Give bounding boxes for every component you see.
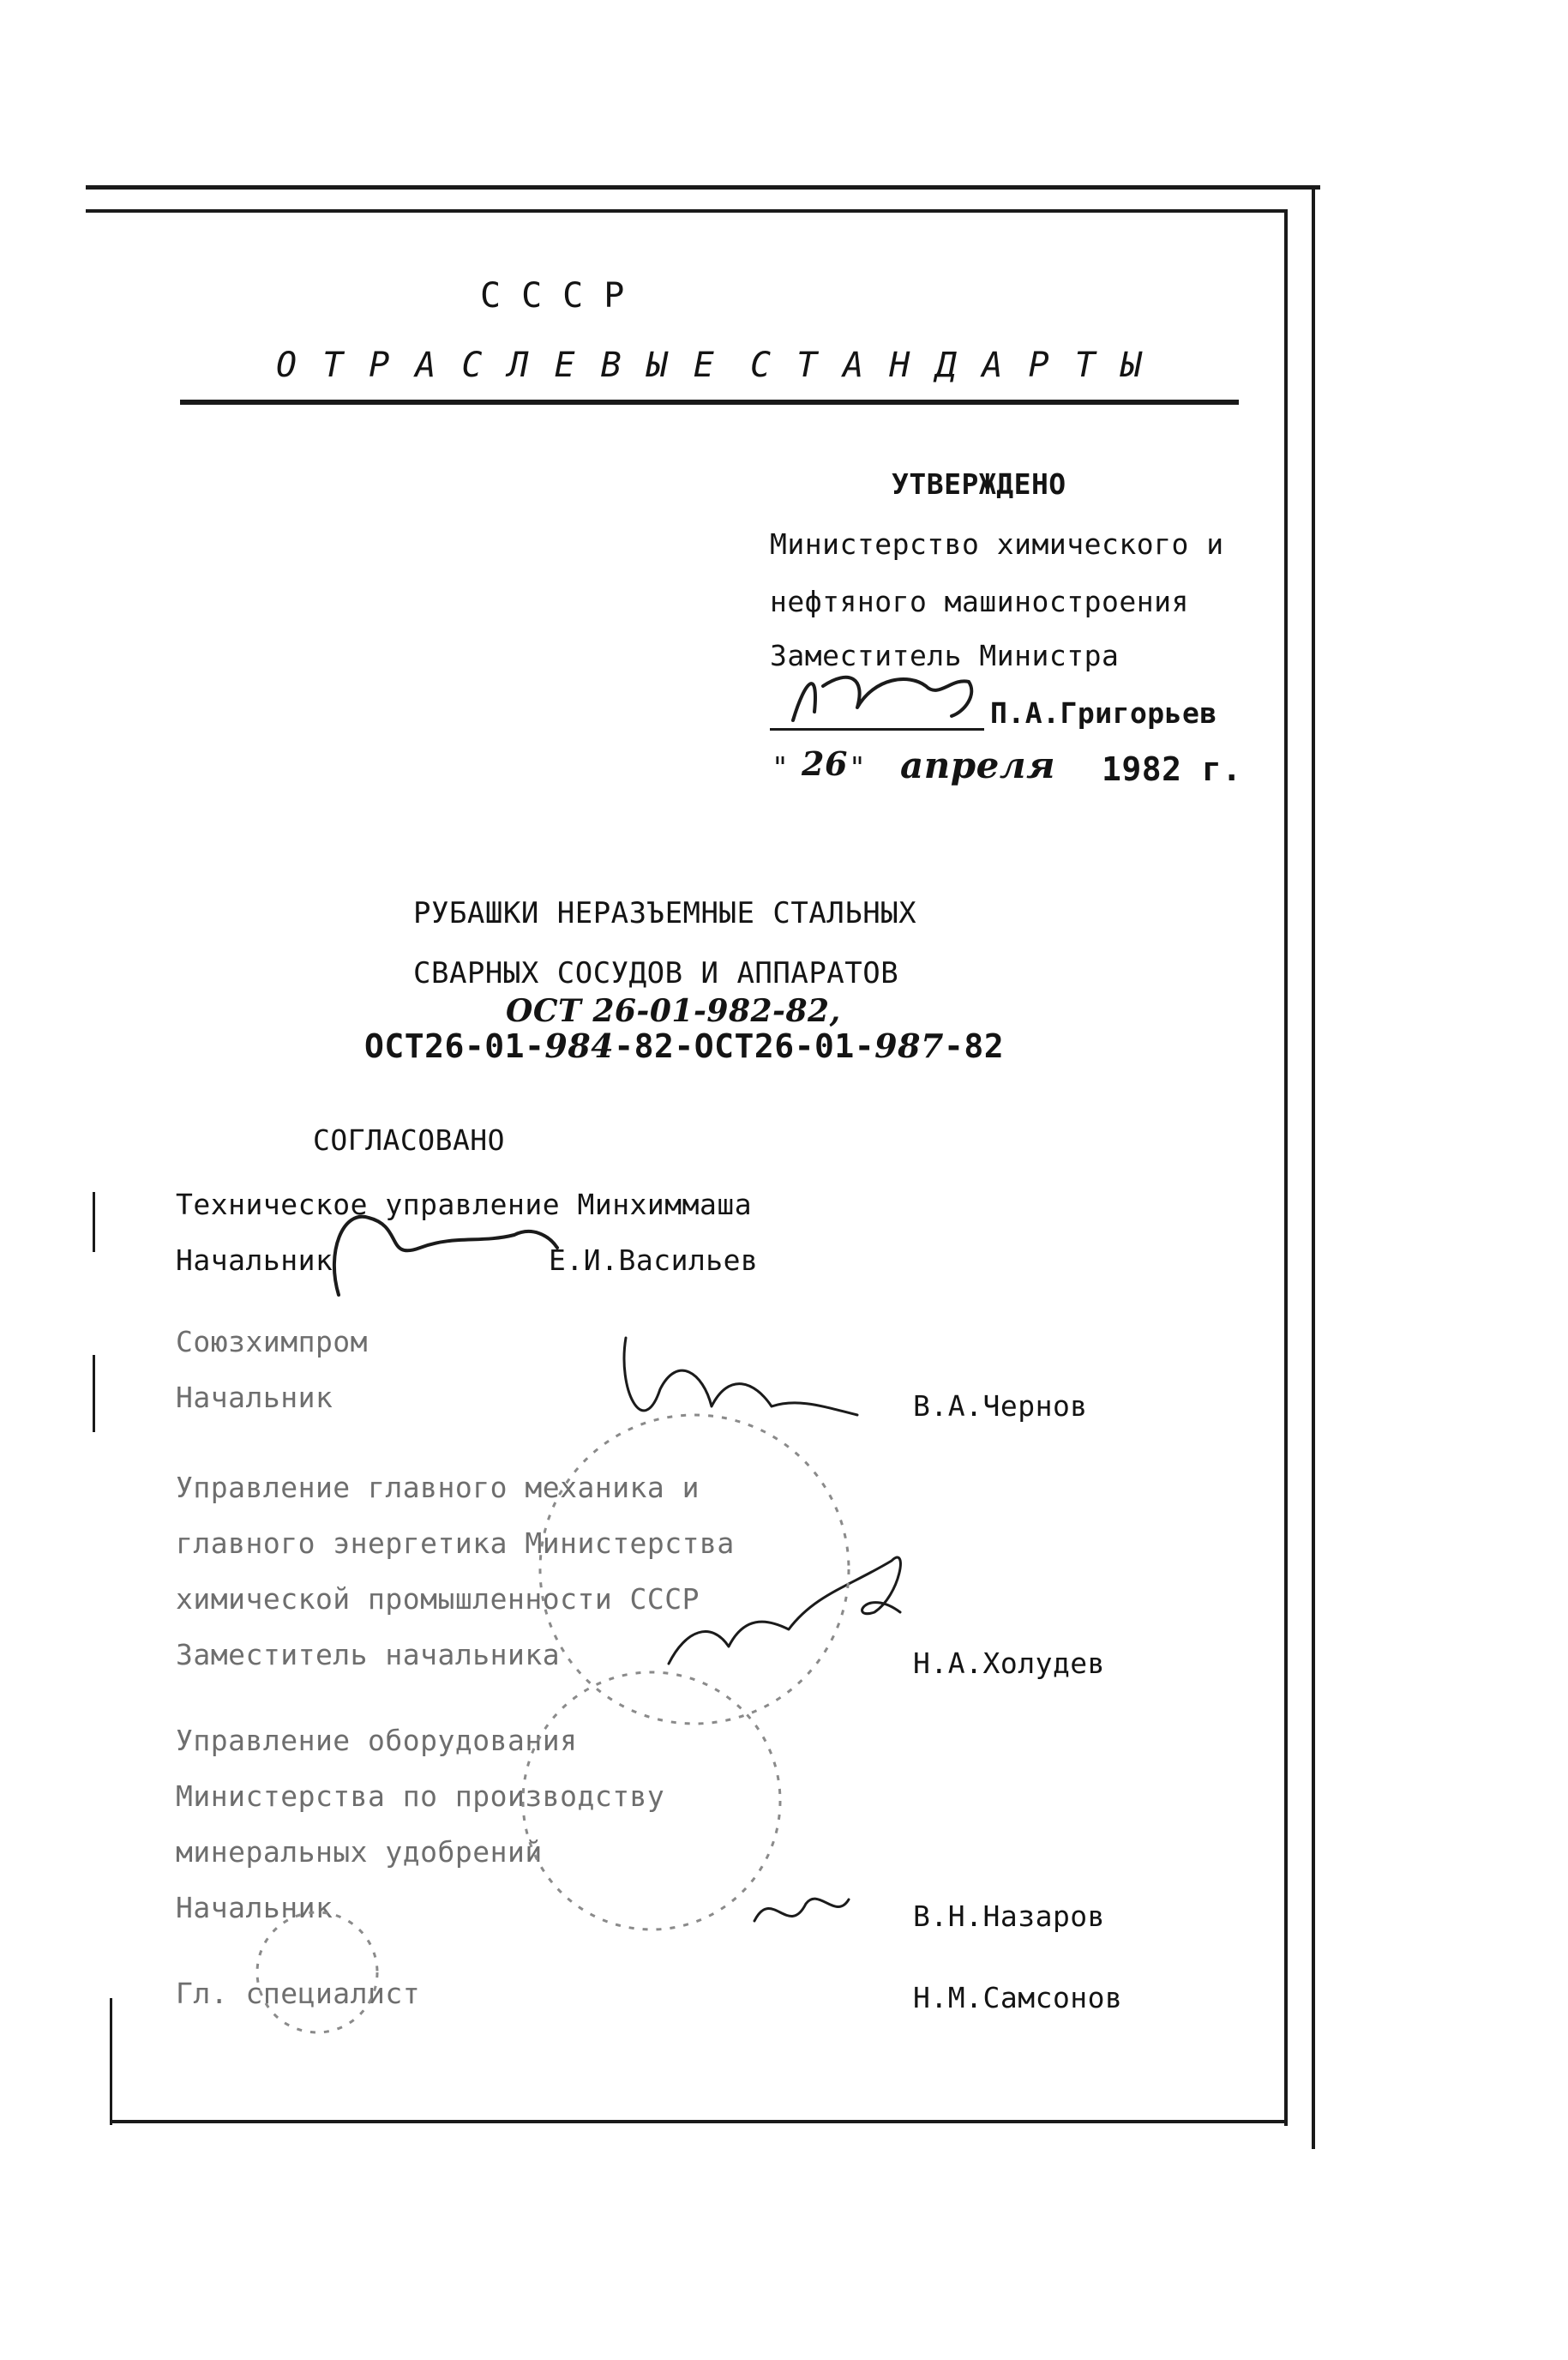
agreed-block1-name: Е.И.Васильев: [549, 1243, 759, 1277]
agreed-block2-line2: Начальник: [176, 1381, 333, 1414]
frame-left-mark-2: [93, 1355, 95, 1432]
approval-date-month: апреля: [900, 744, 1056, 786]
doc-title-handwritten-number: ОСТ 26-01-982-82,: [506, 993, 841, 1029]
doc-title-line1: РУБАШКИ НЕРАЗЪЕМНЫЕ СТАЛЬНЫХ: [413, 896, 917, 930]
round-stamp-1: [540, 1415, 849, 1724]
frame-right-outer-line: [1312, 185, 1315, 2149]
approval-name: П.А.Григорьев: [990, 696, 1217, 730]
doc-title-line3: [364, 1026, 1004, 1065]
agreed-block4-line2: Министерства по производству: [176, 1779, 665, 1813]
doc-title-line3-part3: -82: [943, 1027, 1005, 1065]
agreed-block4-line1: Управление оборудования: [176, 1724, 578, 1757]
agreed-block3-line2: главного энергетика Министерства: [176, 1526, 735, 1560]
doc-title-line3-part2: -82-ОСТ26-01-: [614, 1027, 875, 1065]
doc-title-line3-hw2: 987: [874, 1026, 944, 1065]
agreed-block3-line3: химической промышленности СССР: [176, 1582, 700, 1616]
approval-date-quote-close: ": [849, 750, 867, 784]
block1-signature: [334, 1217, 557, 1295]
frame-right-line: [1284, 209, 1288, 2126]
block4-signature: [754, 1899, 849, 1921]
agreed-block4-line3: минеральных удобрений: [176, 1835, 543, 1869]
round-stamp-3: [257, 1912, 377, 2032]
doc-title-line3-hw1: 984: [544, 1026, 615, 1065]
doc-title-line3-part1: ОСТ26-01-: [364, 1027, 545, 1065]
standards-header-left: ОТРАСЛЕВЫЕ: [276, 346, 740, 385]
agreed-block1-line1: Техническое управление Минхиммаша: [176, 1188, 753, 1221]
agreed-block4-line5: Гл. специалист: [176, 1977, 421, 2010]
frame-bottom-line: [111, 2120, 1288, 2123]
agreed-heading: СОГЛАСОВАНО: [313, 1123, 506, 1157]
approval-date-day: 26: [802, 744, 848, 783]
frame-left-line: [110, 1998, 112, 2125]
approval-signature: [793, 677, 971, 720]
country-header: СССР: [480, 276, 646, 316]
approval-date-quote-open: ": [772, 750, 790, 784]
block2-signature: [624, 1338, 857, 1415]
block3-signature: [669, 1557, 900, 1664]
approval-ministry-line2: нефтяного машиностроения: [770, 585, 1189, 618]
frame-left-mark-1: [93, 1192, 95, 1252]
agreed-block2-line1: Союзхимпром: [176, 1325, 369, 1358]
header-underline: [180, 400, 1239, 405]
agreed-block4-name: В.Н.Назаров: [913, 1899, 1106, 1933]
doc-title-line2: СВАРНЫХ СОСУДОВ И АППАРАТОВ: [413, 956, 899, 990]
approval-date-year: 1982 г.: [1102, 750, 1242, 788]
approval-signature-line: [770, 728, 984, 731]
agreed-block4-name2: Н.М.Самсонов: [913, 1981, 1123, 2014]
agreed-block4-line4: Начальник: [176, 1891, 333, 1924]
agreed-block1-role: Начальник: [176, 1243, 333, 1277]
agreed-block3-line1: Управление главного механика и: [176, 1471, 700, 1504]
approval-heading: УТВЕРЖДЕНО: [892, 467, 1066, 501]
agreed-block3-name: Н.А.Холудев: [913, 1647, 1106, 1680]
standards-header-right: СТАНДАРТЫ: [750, 346, 1168, 385]
approval-position: Заместитель Министра: [770, 639, 1120, 672]
frame-top-line: [86, 185, 1320, 190]
agreed-block3-line4: Заместитель начальника: [176, 1638, 561, 1671]
frame-top-line-2: [86, 209, 1286, 213]
agreed-block2-name: В.А.Чернов: [913, 1389, 1088, 1423]
approval-ministry-line1: Министерство химического и: [770, 527, 1224, 561]
